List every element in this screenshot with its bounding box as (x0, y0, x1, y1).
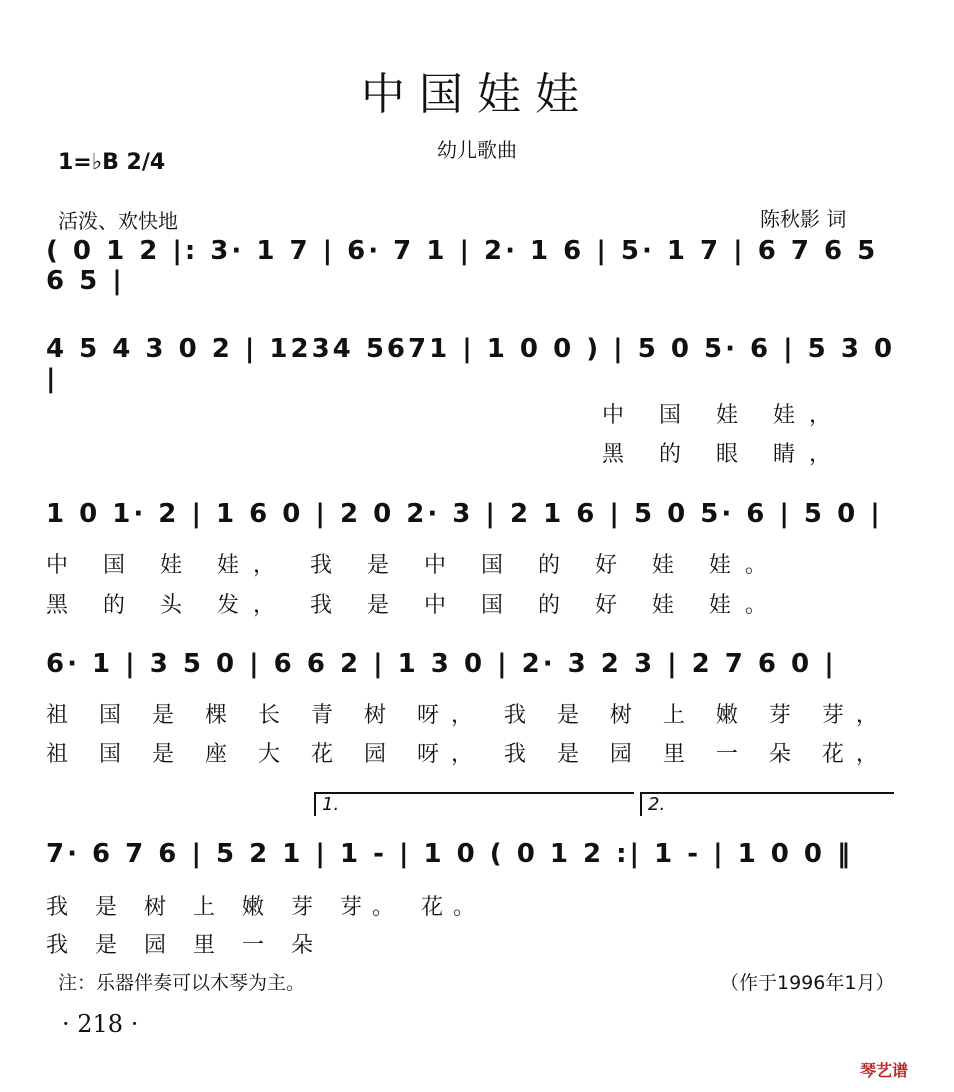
system-5-notes: 7· 6 7 6 | 5 2 1 | 1 - | 1 0 ( 0 1 2 :| 1 - | 1 0 0 ‖ (46, 839, 854, 869)
second-ending-bracket (640, 792, 894, 816)
system-3-lyrics-verse-2 (46, 588, 906, 622)
lyric-line: 我 是 园 里 一 朵 (46, 933, 323, 958)
notation-system-2 (46, 334, 906, 394)
first-ending-bracket (314, 792, 634, 816)
footnote: 注：乐器伴奏可以木琴为主。 (58, 972, 306, 994)
system-2-lyrics-verse-2 (46, 437, 906, 471)
system-3-notes: 1 0 1· 2 | 1 6 0 | 2 0 2· 3 | 2 1 6 | 5 0 5· 6 | 5 0 | (46, 499, 883, 529)
tempo-marking: 活泼、欢快地 (58, 209, 178, 233)
second-ending-label: 2. (648, 794, 666, 815)
system-4-lyrics-verse-2 (46, 737, 906, 771)
system-1-notes: ( 0 1 2 |: 3· 1 7 | 6· 7 1 | 2· 1 6 | 5· 1 7 | 6 7 6 5 6 5 | (46, 236, 879, 296)
first-ending-label: 1. (322, 794, 340, 815)
lyric-line: 中 国 娃 娃， (602, 403, 845, 428)
lyric-line: 中 国 娃 娃， 我 是 中 国 的 好 娃 娃。 (46, 553, 781, 578)
song-title: 中国娃娃 (361, 69, 593, 120)
system-2-notes: 4 5 4 3 0 2 | 1234 5671 | 1 0 0 ) | 5 0 5· 6 | 5 3 0 | (46, 334, 896, 394)
lyric-line: 黑 的 头 发， 我 是 中 国 的 好 娃 娃。 (46, 593, 781, 618)
notation-system-3 (46, 488, 906, 540)
notation-system-4 (46, 638, 906, 690)
lyric-line: 我 是 树 上 嫩 芽 芽。 花。 (46, 895, 485, 920)
watermark-logo: 琴艺谱 (860, 1061, 909, 1080)
system-3-lyrics-verse-1 (46, 548, 906, 582)
system-5-lyrics-verse-1 (46, 890, 906, 924)
system-5-lyrics-verse-2 (46, 928, 906, 962)
notation-system-1 (46, 236, 906, 296)
system-4-notes: 6· 1 | 3 5 0 | 6 6 2 | 1 3 0 | 2· 3 2 3 | 2 7 6 0 | (46, 649, 837, 679)
lyric-line: 祖 国 是 棵 长 青 树 呀， 我 是 树 上 嫩 芽 芽， (46, 703, 890, 728)
composition-date: （作于1996年1月） (720, 972, 895, 994)
song-subtitle: 幼儿歌曲 (437, 138, 517, 162)
lyricist-credit: 陈秋影 词 (760, 207, 847, 231)
notation-system-5 (46, 828, 906, 880)
system-4-lyrics-verse-1 (46, 698, 906, 732)
lyric-line: 黑 的 眼 睛， (602, 442, 845, 467)
system-2-lyrics-verse-1 (46, 398, 906, 432)
key-signature: 1=♭B 2/4 (58, 150, 166, 175)
lyric-line: 祖 国 是 座 大 花 园 呀， 我 是 园 里 一 朵 花， (46, 742, 890, 767)
page-number: · 218 · (62, 1010, 139, 1038)
